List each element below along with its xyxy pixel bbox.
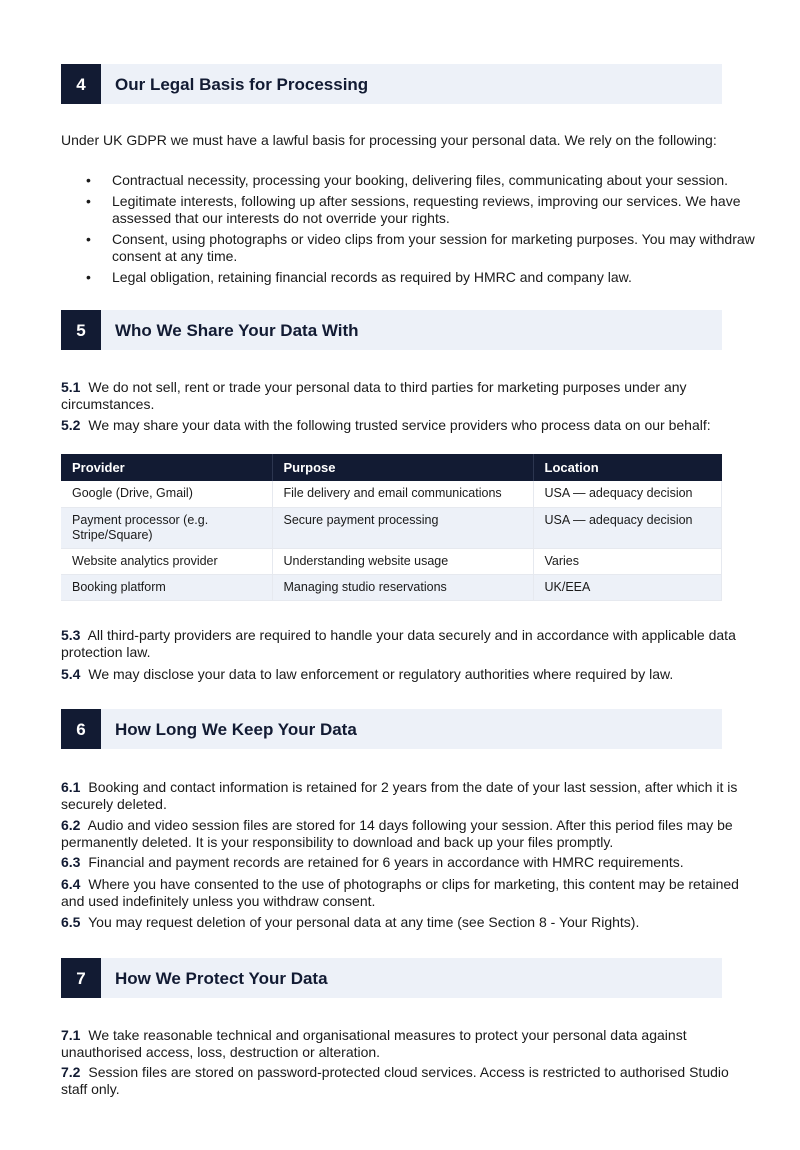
clause-number: 7.1: [61, 1027, 81, 1043]
cell-location: USA — adequacy decision: [533, 481, 722, 507]
clause-text: We take reasonable technical and organisational measures to protect your personal data against unauthorised access, loss, destruction or alteration.: [61, 1027, 687, 1060]
clause-text: We may disclose your data to law enforcement or regulatory authorities where required by law.: [88, 666, 674, 682]
list-item: [61, 172, 761, 189]
list-item-text: Consent, using photographs or video clips from your session for marketing purposes. You may withdraw consent at any time.: [112, 231, 755, 264]
cell-provider: Payment processor (e.g. Stripe/Square): [61, 507, 272, 548]
bullet-icon: •: [86, 269, 91, 285]
section-number: 7: [61, 958, 101, 998]
cell-provider: Booking platform: [61, 574, 272, 600]
bullet-icon: •: [86, 172, 91, 188]
clause-text: You may request deletion of your personal data at any time (see Section 8 - Your Rights).: [88, 914, 640, 930]
cell-purpose: Secure payment processing: [272, 507, 533, 548]
clause-text: We may share your data with the following trusted service providers who process data on our behalf:: [88, 417, 711, 433]
clause-5-3: [61, 627, 751, 661]
section-header-6: [61, 709, 722, 749]
section-number: 4: [61, 64, 101, 104]
clause-6-2: [61, 817, 751, 851]
clause-text: All third-party providers are required to handle your data securely and in accordance with applicable data protection law.: [61, 627, 736, 660]
section-header-7: [61, 958, 722, 998]
clause-number: 5.3: [61, 627, 81, 643]
list-item: [61, 231, 761, 265]
section-header-4: [61, 64, 722, 104]
column-header-purpose: Purpose: [272, 454, 533, 481]
table-row: [61, 548, 722, 574]
section-header-5: [61, 310, 722, 350]
clause-text: Session files are stored on password-protected cloud services. Access is restricted to authorised Studio staff only.: [61, 1064, 729, 1097]
clause-number: 7.2: [61, 1064, 81, 1080]
list-item-text: Contractual necessity, processing your booking, delivering files, communicating about your session.: [112, 172, 729, 188]
clause-5-1: [61, 379, 751, 413]
table-row: [61, 507, 722, 548]
clause-text: Audio and video session files are stored for 14 days following your session. After this period files may be permanently deleted. It is your responsibility to download and back up your files promptly.: [61, 817, 733, 850]
column-header-location: Location: [533, 454, 722, 481]
column-header-provider: Provider: [61, 454, 272, 481]
bullet-icon: •: [86, 193, 91, 209]
legal-basis-list: [61, 172, 761, 290]
clause-number: 6.5: [61, 914, 81, 930]
cell-provider: Google (Drive, Gmail): [61, 481, 272, 507]
clause-6-5: [61, 914, 751, 931]
section-title: Our Legal Basis for Processing: [115, 74, 369, 94]
clause-6-4: [61, 876, 751, 910]
clause-number: 6.1: [61, 779, 81, 795]
cell-location: UK/EEA: [533, 574, 722, 600]
clause-6-3: [61, 854, 751, 871]
providers-table: [61, 454, 722, 601]
list-item-text: Legitimate interests, following up after sessions, requesting reviews, improving our services. We have assessed that our interests do not override your rights.: [112, 193, 741, 226]
section-title: Who We Share Your Data With: [115, 320, 359, 340]
cell-location: Varies: [533, 548, 722, 574]
section-number: 6: [61, 709, 101, 749]
clause-5-2: [61, 417, 751, 434]
clause-number: 5.1: [61, 379, 81, 395]
section-number: 5: [61, 310, 101, 350]
clause-number: 6.4: [61, 876, 81, 892]
cell-location: USA — adequacy decision: [533, 507, 722, 548]
table-header-row: [61, 454, 722, 481]
section-4-intro: Under UK GDPR we must have a lawful basis for processing your personal data. We rely on the following:: [61, 132, 717, 148]
clause-7-1: [61, 1027, 751, 1061]
list-item-text: Legal obligation, retaining financial records as required by HMRC and company law.: [112, 269, 632, 285]
clause-text: Financial and payment records are retained for 6 years in accordance with HMRC requirements.: [88, 854, 684, 870]
cell-purpose: File delivery and email communications: [272, 481, 533, 507]
table-row: [61, 574, 722, 600]
clause-number: 5.2: [61, 417, 81, 433]
clause-number: 6.2: [61, 817, 81, 833]
section-title: How We Protect Your Data: [115, 968, 328, 988]
clause-5-4: [61, 666, 751, 683]
clause-text: Where you have consented to the use of photographs or clips for marketing, this content may be retained and used indefinitely unless you withdraw consent.: [61, 876, 739, 909]
cell-purpose: Managing studio reservations: [272, 574, 533, 600]
table-row: [61, 481, 722, 507]
list-item: [61, 193, 761, 227]
bullet-icon: •: [86, 231, 91, 247]
section-title: How Long We Keep Your Data: [115, 719, 357, 739]
clause-number: 5.4: [61, 666, 81, 682]
list-item: [61, 269, 761, 286]
clause-number: 6.3: [61, 854, 81, 870]
cell-purpose: Understanding website usage: [272, 548, 533, 574]
clause-6-1: [61, 779, 751, 813]
clause-text: Booking and contact information is retained for 2 years from the date of your last session, after which it is securely deleted.: [61, 779, 738, 812]
clause-7-2: [61, 1064, 751, 1098]
cell-provider: Website analytics provider: [61, 548, 272, 574]
clause-text: We do not sell, rent or trade your personal data to third parties for marketing purposes under any circumstances.: [61, 379, 687, 412]
